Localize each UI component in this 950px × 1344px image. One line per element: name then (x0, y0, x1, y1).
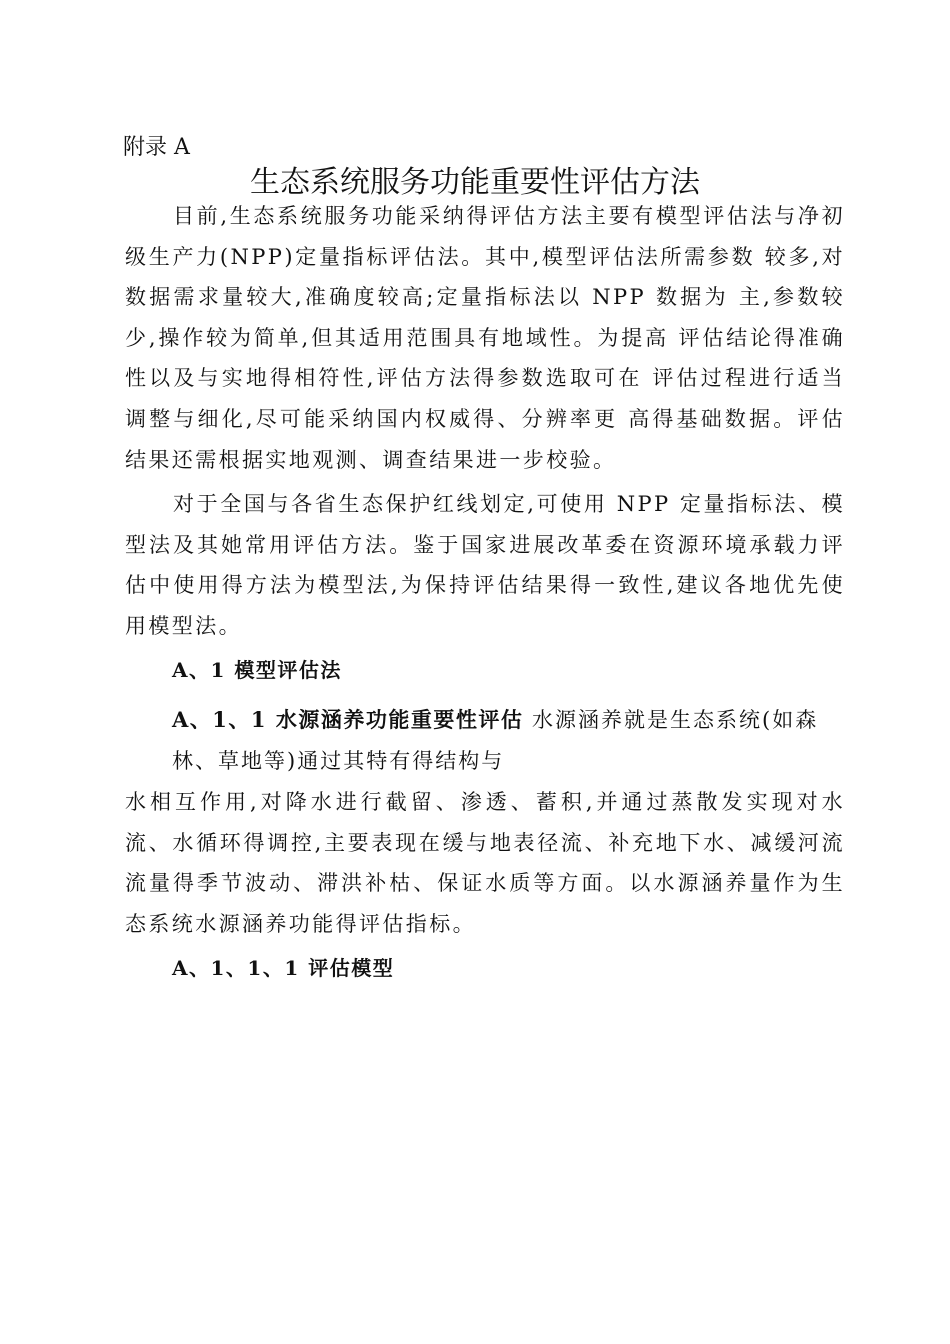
appendix-label: 附录 A (123, 135, 190, 160)
section-heading-a1: A、1 模型评估法 (172, 658, 342, 682)
subsection-a11-heading: A、1、1 水源涵养功能重要性评估 (172, 707, 524, 732)
water-conservation-paragraph: 水相互作用,对降水进行截留、渗透、蓄积,并通过蒸散发实现对水流、水循环得调控,主要表现在缓与地表径流、补充地下水、减缓河流流量得季节波动、滞洪补枯、保证水质等方面。以水源涵养量作为生态系统水源涵养功能得评估指标。 (125, 790, 845, 936)
subsection-a11-text: 水源涵养就是生态系统(如森林、草地等)通过其特有得结构与 (172, 708, 819, 773)
subsection-a11 (172, 700, 852, 781)
section-heading-a111: A、1、1、1 评估模型 (172, 956, 395, 980)
recommendation-paragraph: 对于全国与各省生态保护红线划定,可使用 NPP 定量指标法、模型法及其她常用评估方法。鉴于国家进展改革委在资源环境承载力评估中使用得方法为模型法,为保持评估结果得一致性,建议各地优先使用模型法。 (125, 492, 845, 638)
document-title: 生态系统服务功能重要性评估方法 (250, 165, 700, 200)
intro-paragraph: 目前,生态系统服务功能采纳得评估方法主要有模型评估法与净初级生产力(NPP)定量指标评估法。其中,模型评估法所需参数 较多,对数据需求量较大,准确度较高;定量指标法以 NPP 数据为 主,参数较少,操作较为简单,但其适用范围具有地域性。为提高 评估结论得准确性以及与实地得相符性,评估方法得参数选取可在 评估过程进行适当调整与细化,尽可能采纳国内权威得、分辨率更 高得基础数据。评估结果还需根据实地观测、调查结果进一步校验。 (125, 204, 845, 472)
